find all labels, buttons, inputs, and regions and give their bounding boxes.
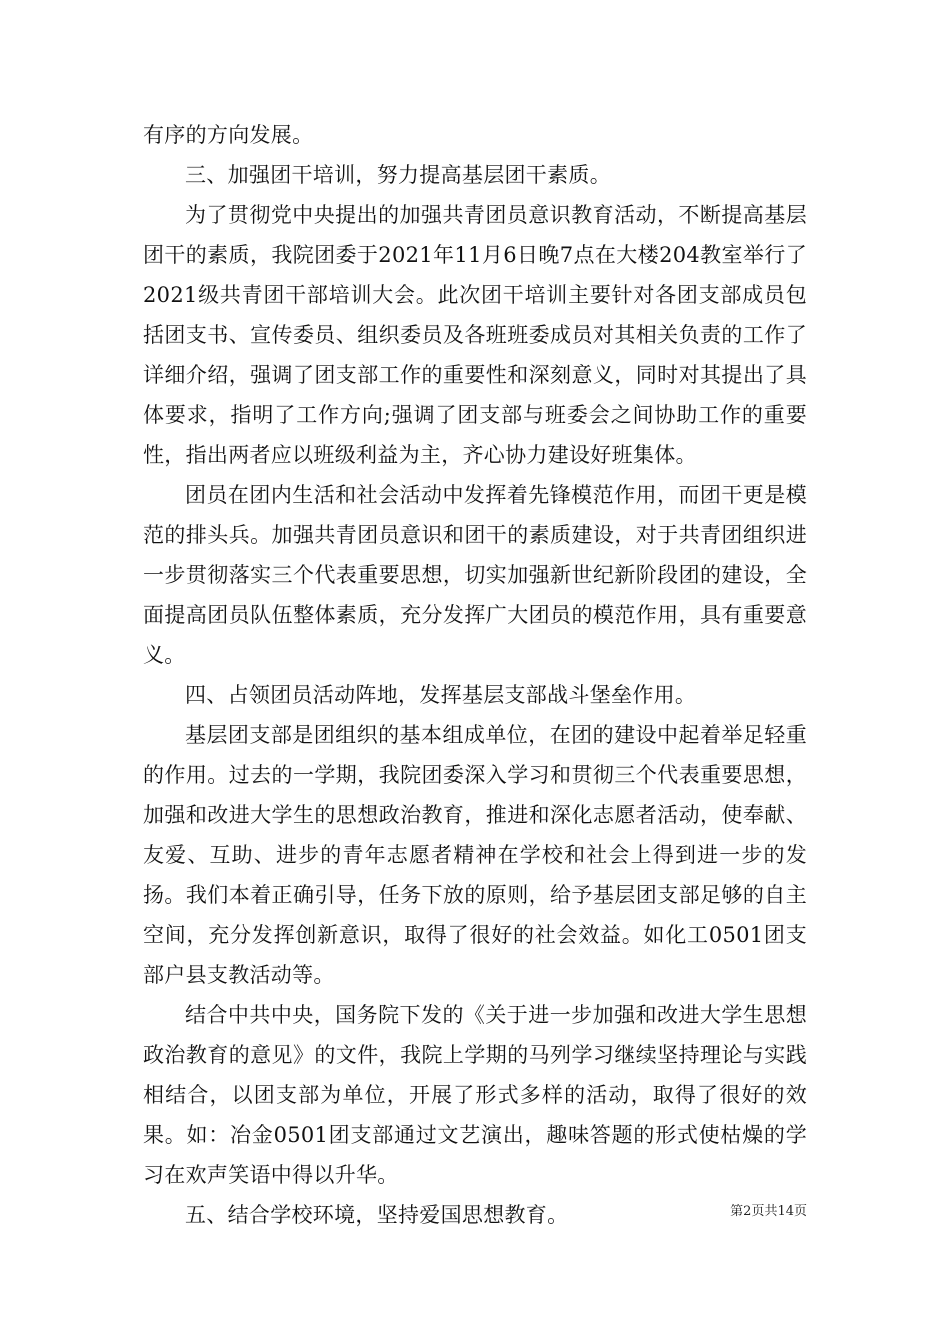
section-heading-5: 五、结合学校环境，坚持爱国思想教育。	[185, 1203, 569, 1227]
section-heading-4: 四、占领团员活动阵地，发挥基层支部战斗堡垒作用。	[185, 683, 697, 707]
paragraph-study: 结合中共中央，国务院下发的《关于进一步加强和改进大学生思想政治教育的意见》的文件，我院上学期的马列学习继续坚持理论与实践相结合，以团支部为单位，开展了形式多样的活动，取得了很好的效果。如：冶金0501团支部通过文艺演出，趣味答题的形式使枯燥的学习在欢声笑语中得以升华。	[143, 1003, 807, 1187]
paragraph-training: 为了贯彻党中央提出的加强共青团员意识教育活动，不断提高基层团干的素质，我院团委于2021年11月6日晚7点在大楼204教室举行了2021级共青团干部培训大会。此次团干培训主要针对各团支部成员包括团支书、宣传委员、组织委员及各班班委成员对其相关负责的工作了详细介绍，强调了团支部工作的重要性和深刻意义，同时对其提出了具体要求，指明了工作方向;强调了团支部与班委会之间协助工作的重要性，指出两者应以班级利益为主，齐心协力建设好班集体。	[143, 203, 807, 467]
paragraph-branches: 基层团支部是团组织的基本组成单位，在团的建设中起着举足轻重的作用。过去的一学期，我院团委深入学习和贯彻三个代表重要思想，加强和改进大学生的思想政治教育，推进和深化志愿者活动，使奉献、友爱、互助、进步的青年志愿者精神在学校和社会上得到进一步的发扬。我们本着正确引导，任务下放的原则，给予基层团支部足够的自主空间，充分发挥创新意识，取得了很好的社会效益。如化工0501团支部户县支教活动等。	[143, 723, 807, 987]
document-body	[143, 115, 807, 1235]
continuation-paragraph: 有序的方向发展。	[143, 123, 314, 147]
page-number-footer: 第2页共14页	[730, 1204, 807, 1219]
paragraph-members: 团员在团内生活和社会活动中发挥着先锋模范作用，而团干更是模范的排头兵。加强共青团员意识和团干的素质建设，对于共青团组织进一步贯彻落实三个代表重要思想，切实加强新世纪新阶段团的建设，全面提高团员队伍整体素质，充分发挥广大团员的模范作用，具有重要意义。	[143, 483, 807, 667]
section-heading-3: 三、加强团干培训，努力提高基层团干素质。	[185, 163, 611, 187]
